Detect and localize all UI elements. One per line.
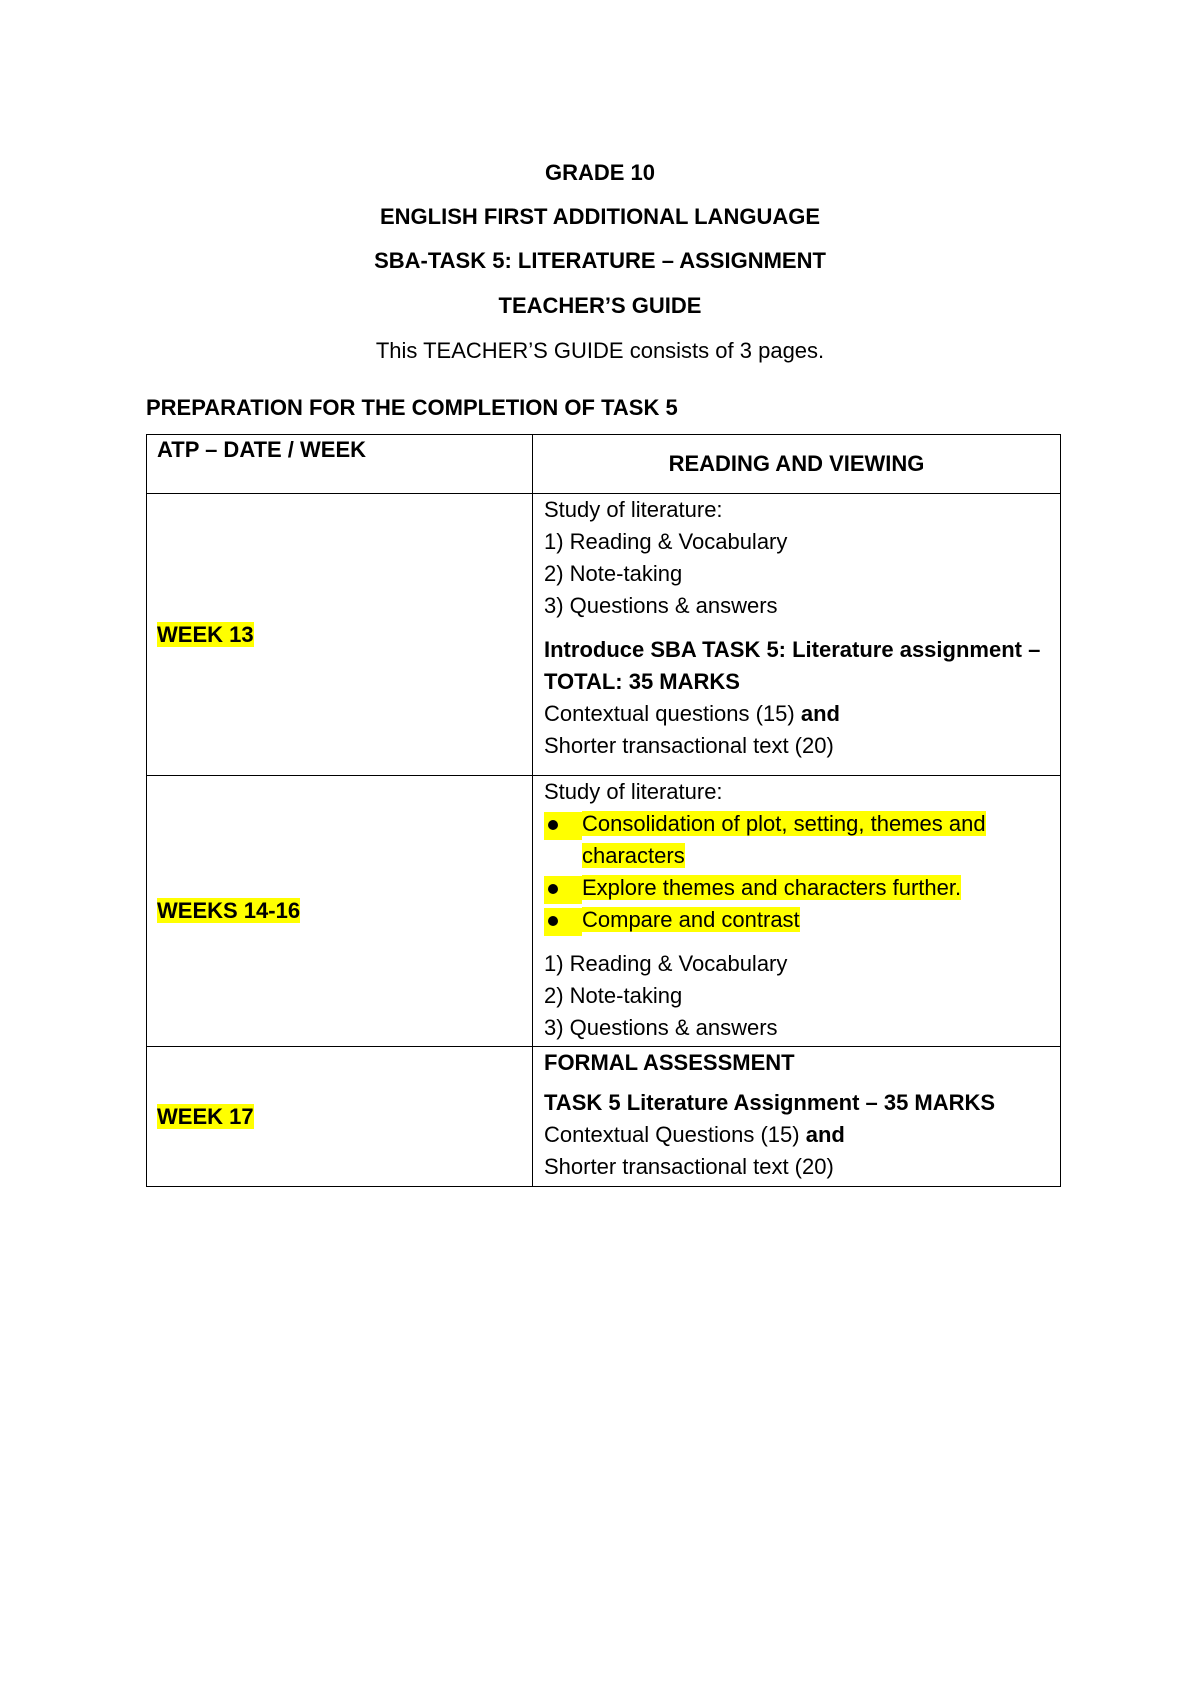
task-assignment-text: TASK 5 Literature Assignment – 35 MARKS [544,1090,996,1115]
schedule-table [146,434,1061,1187]
list-item: 1) Reading & Vocabulary [544,529,788,554]
list-item: 2) Note-taking [544,983,683,1008]
grade-heading: GRADE 10 [544,160,656,185]
table-row [147,1047,1061,1187]
week-label: WEEK 13 [157,621,254,647]
task-heading: SBA-TASK 5: LITERATURE – ASSIGNMENT [374,248,826,273]
study-label: Study of literature: [544,497,723,522]
intro-task-text: Introduce SBA TASK 5: Literature assignment – TOTAL: 35 MARKS [544,637,1041,694]
list-item: 3) Questions & answers [544,593,778,618]
content-cell [533,776,1061,1047]
table-row [147,776,1061,1047]
list-item: Explore themes and characters further. [544,872,1050,904]
page-count-note: This TEACHER’S GUIDE consists of 3 pages. [375,338,825,363]
section-title: PREPARATION FOR THE COMPLETION OF TASK 5 [146,395,678,420]
content-cell [533,1047,1061,1187]
table-header-row [147,435,1061,494]
list-item: 1) Reading & Vocabulary [544,951,788,976]
formal-assessment-label: FORMAL ASSESSMENT [544,1050,795,1075]
bullet-list [544,808,1050,936]
and-text: and [805,1122,845,1147]
content-cell [533,494,1061,776]
column-header-week: ATP – DATE / WEEK [147,435,533,494]
week-cell [147,776,533,1047]
bullet-icon [548,916,558,926]
week-cell [147,1047,533,1187]
subject-heading: ENGLISH FIRST ADDITIONAL LANGUAGE [380,204,820,229]
list-item: Consolidation of plot, setting, themes and characters [544,808,1050,872]
guide-heading: TEACHER’S GUIDE [498,293,702,318]
contextual-line [544,698,1050,730]
bullet-icon [548,884,558,894]
contextual-line [544,1119,1050,1151]
list-item: 3) Questions & answers [544,1015,778,1040]
contextual-text: Contextual questions (15) [544,701,795,726]
bullet-icon [548,820,558,830]
table-row [147,494,1061,776]
week-cell [147,494,533,776]
list-item: 2) Note-taking [544,561,683,586]
shorter-text: Shorter transactional text (20) [544,1154,834,1179]
list-item: Compare and contrast [544,904,1050,936]
week-label: WEEKS 14-16 [157,898,301,923]
shorter-text: Shorter transactional text (20) [544,733,834,758]
study-label: Study of literature: [544,779,723,804]
week-label: WEEK 17 [157,1103,254,1129]
column-header-reading: READING AND VIEWING [533,435,1061,494]
and-text: and [800,701,840,726]
contextual-text: Contextual Questions (15) [544,1122,800,1147]
